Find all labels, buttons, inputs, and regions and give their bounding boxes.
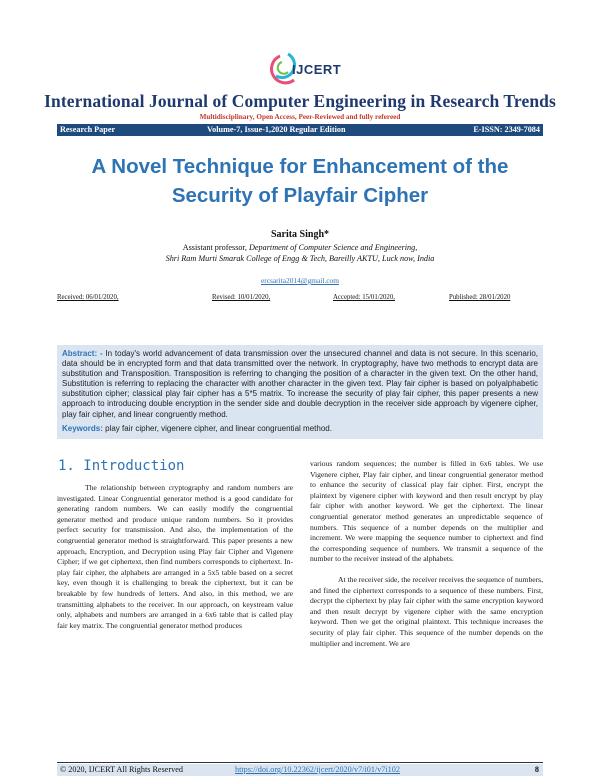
journal-header-bar [57,124,543,136]
affiliation-role: Assistant professor, [182,243,250,252]
abstract-text: In today's world advancement of data transmission over the unsecured channel and data is not secure. In this scenario, data should be in encrypted form and that data transmitted over the network. In cryptography, have two methods to encrypt data are substitution and Transposition. Transposition is referring to changing the position of a character in the given text. On the other hand, Substitution is referring to replacing the character with another character in the given text. Play fair cipher is based on polyalphabetic substitution cipher; classical play fair cipher has a 5*5 matrix. To increase the security of play fair cipher, this paper presents a new approach to introducing double encryption in the sender side and double decryption in the receiver side approach by vigenere cipher, play fair cipher, and linear congruently method. [62,349,538,419]
received-date [57,294,119,301]
revised-label: Revised: [212,294,238,301]
received-label: Received: [57,294,86,301]
introduction-heading: 1. Introduction [58,458,185,474]
author-name: Sarita Singh* [270,229,330,240]
intro-paragraph-3: At the receiver side, the receiver receives the sequence of numbers, and fined the ciphertext corresponds to a sequence of these numbers. First, decrypt the ciphertext by play fair cipher with the same encryption keyword and then result decrypt by vigenere cipher with the same encryption keyword. Then we get the original plaintext. This technique increases the security of play fair cipher. This sequence of the number depends on the multiplier and increment. We are [310,574,543,648]
journal-subtitle: Multidisciplinary, Open Access, Peer-Reviewed and fully refereed [199,113,401,121]
intro-paragraph-2: various random sequences; the number is filled in 6x6 tables. We use Vigenere cipher, Play fair cipher, and linear congruential generator method to enhance the security of classical play fair cipher. First, encrypt the plaintext by vigenere cipher with keyword and then result encrypt by play fair cipher with another keyword. We get the ciphertext. The linear congruential generator method generates an unpredictable sequence of numbers. This sequence of a number depends on the multiplier and increment. We were mapping the sequence number to ciphertext and find the corresponding sequence of numbers. We transmit a sequence of the number to the receiver instead of the alphabets. [310,459,543,564]
published-label: Published: [449,294,480,301]
revised-value: 10/01/2020, [237,294,271,301]
accepted-date [333,294,395,301]
abstract-label: Abstract: - [62,349,103,358]
paper-type: Research Paper [60,125,116,134]
right-column [310,459,543,649]
page-number: 8 [534,765,539,774]
received-value: 06/01/2020, [85,294,119,301]
abstract-box [57,345,543,427]
volume-info: Volume-7, Issue-1,2020 Regular Edition [207,125,346,134]
logo-text: IJCERT [292,62,342,77]
issn: E-ISSN: 2349-7084 [473,125,540,134]
footer-divider [57,762,543,763]
page-footer [57,764,543,776]
revised-date [212,294,270,301]
published-value: 28/01/2020 [479,294,511,301]
keywords-text: play fair cipher, vigenere cipher, and linear congruential method. [102,424,332,433]
keywords-label: Keywords: [62,424,103,433]
published-date [449,294,510,301]
affiliation-dept: Department of Computer Science and Engineering, [249,243,418,252]
left-column [57,483,293,631]
accepted-value: 15/01/2020, [362,294,395,301]
affiliation-college: Shri Ram Murti Smarak College of Engg & Tech, Bareilly AKTU, Luck now, India [165,254,435,263]
journal-title: International Journal of Computer Engineering in Research Trends [44,91,556,111]
accepted-label: Accepted: [333,294,363,301]
intro-paragraph-1: The relationship between cryptography and random numbers are investigated. Linear Congruential generator method is a good candidate for generating random numbers. We can easily modify the congruential generator method and produce unique random numbers. So it provides perfect security for transmission. And also, the implementation of the congruential generator method is straightforward. This paper presents a new approach, Encryption, and Decryption using Play fair Cipher and Vigenere Cipher; if we get ciphertext, then find numbers corresponds to ciphertext. In-play fair cipher, the alphabets are arranged in a 5x5 table based on a secret key, even though it is challenging to break the ciphertext, but it can be breakable by few hundreds of letters. And also, in this method, we are transmitting alphabets to the receiver. In our approach, on keystream value only, alphabets and numbers are arranged in a 6x6 table that is called play fair key matrix. The congruential generator method produces [57,483,293,630]
journal-logo [266,50,342,86]
copyright: © 2020, IJCERT All Rights Reserved [60,765,183,774]
paper-title: A Novel Technique for Enhancement of the Security of Playfair Cipher [91,155,509,207]
author-email-link[interactable]: ercsarita2014@gmail.com [260,276,340,285]
keywords-box [57,421,543,439]
affiliation-line-1 [0,243,600,252]
doi-link[interactable]: https://doi.org/10.22362/ijcert/2020/v7/i01/v7i102 [235,765,400,774]
